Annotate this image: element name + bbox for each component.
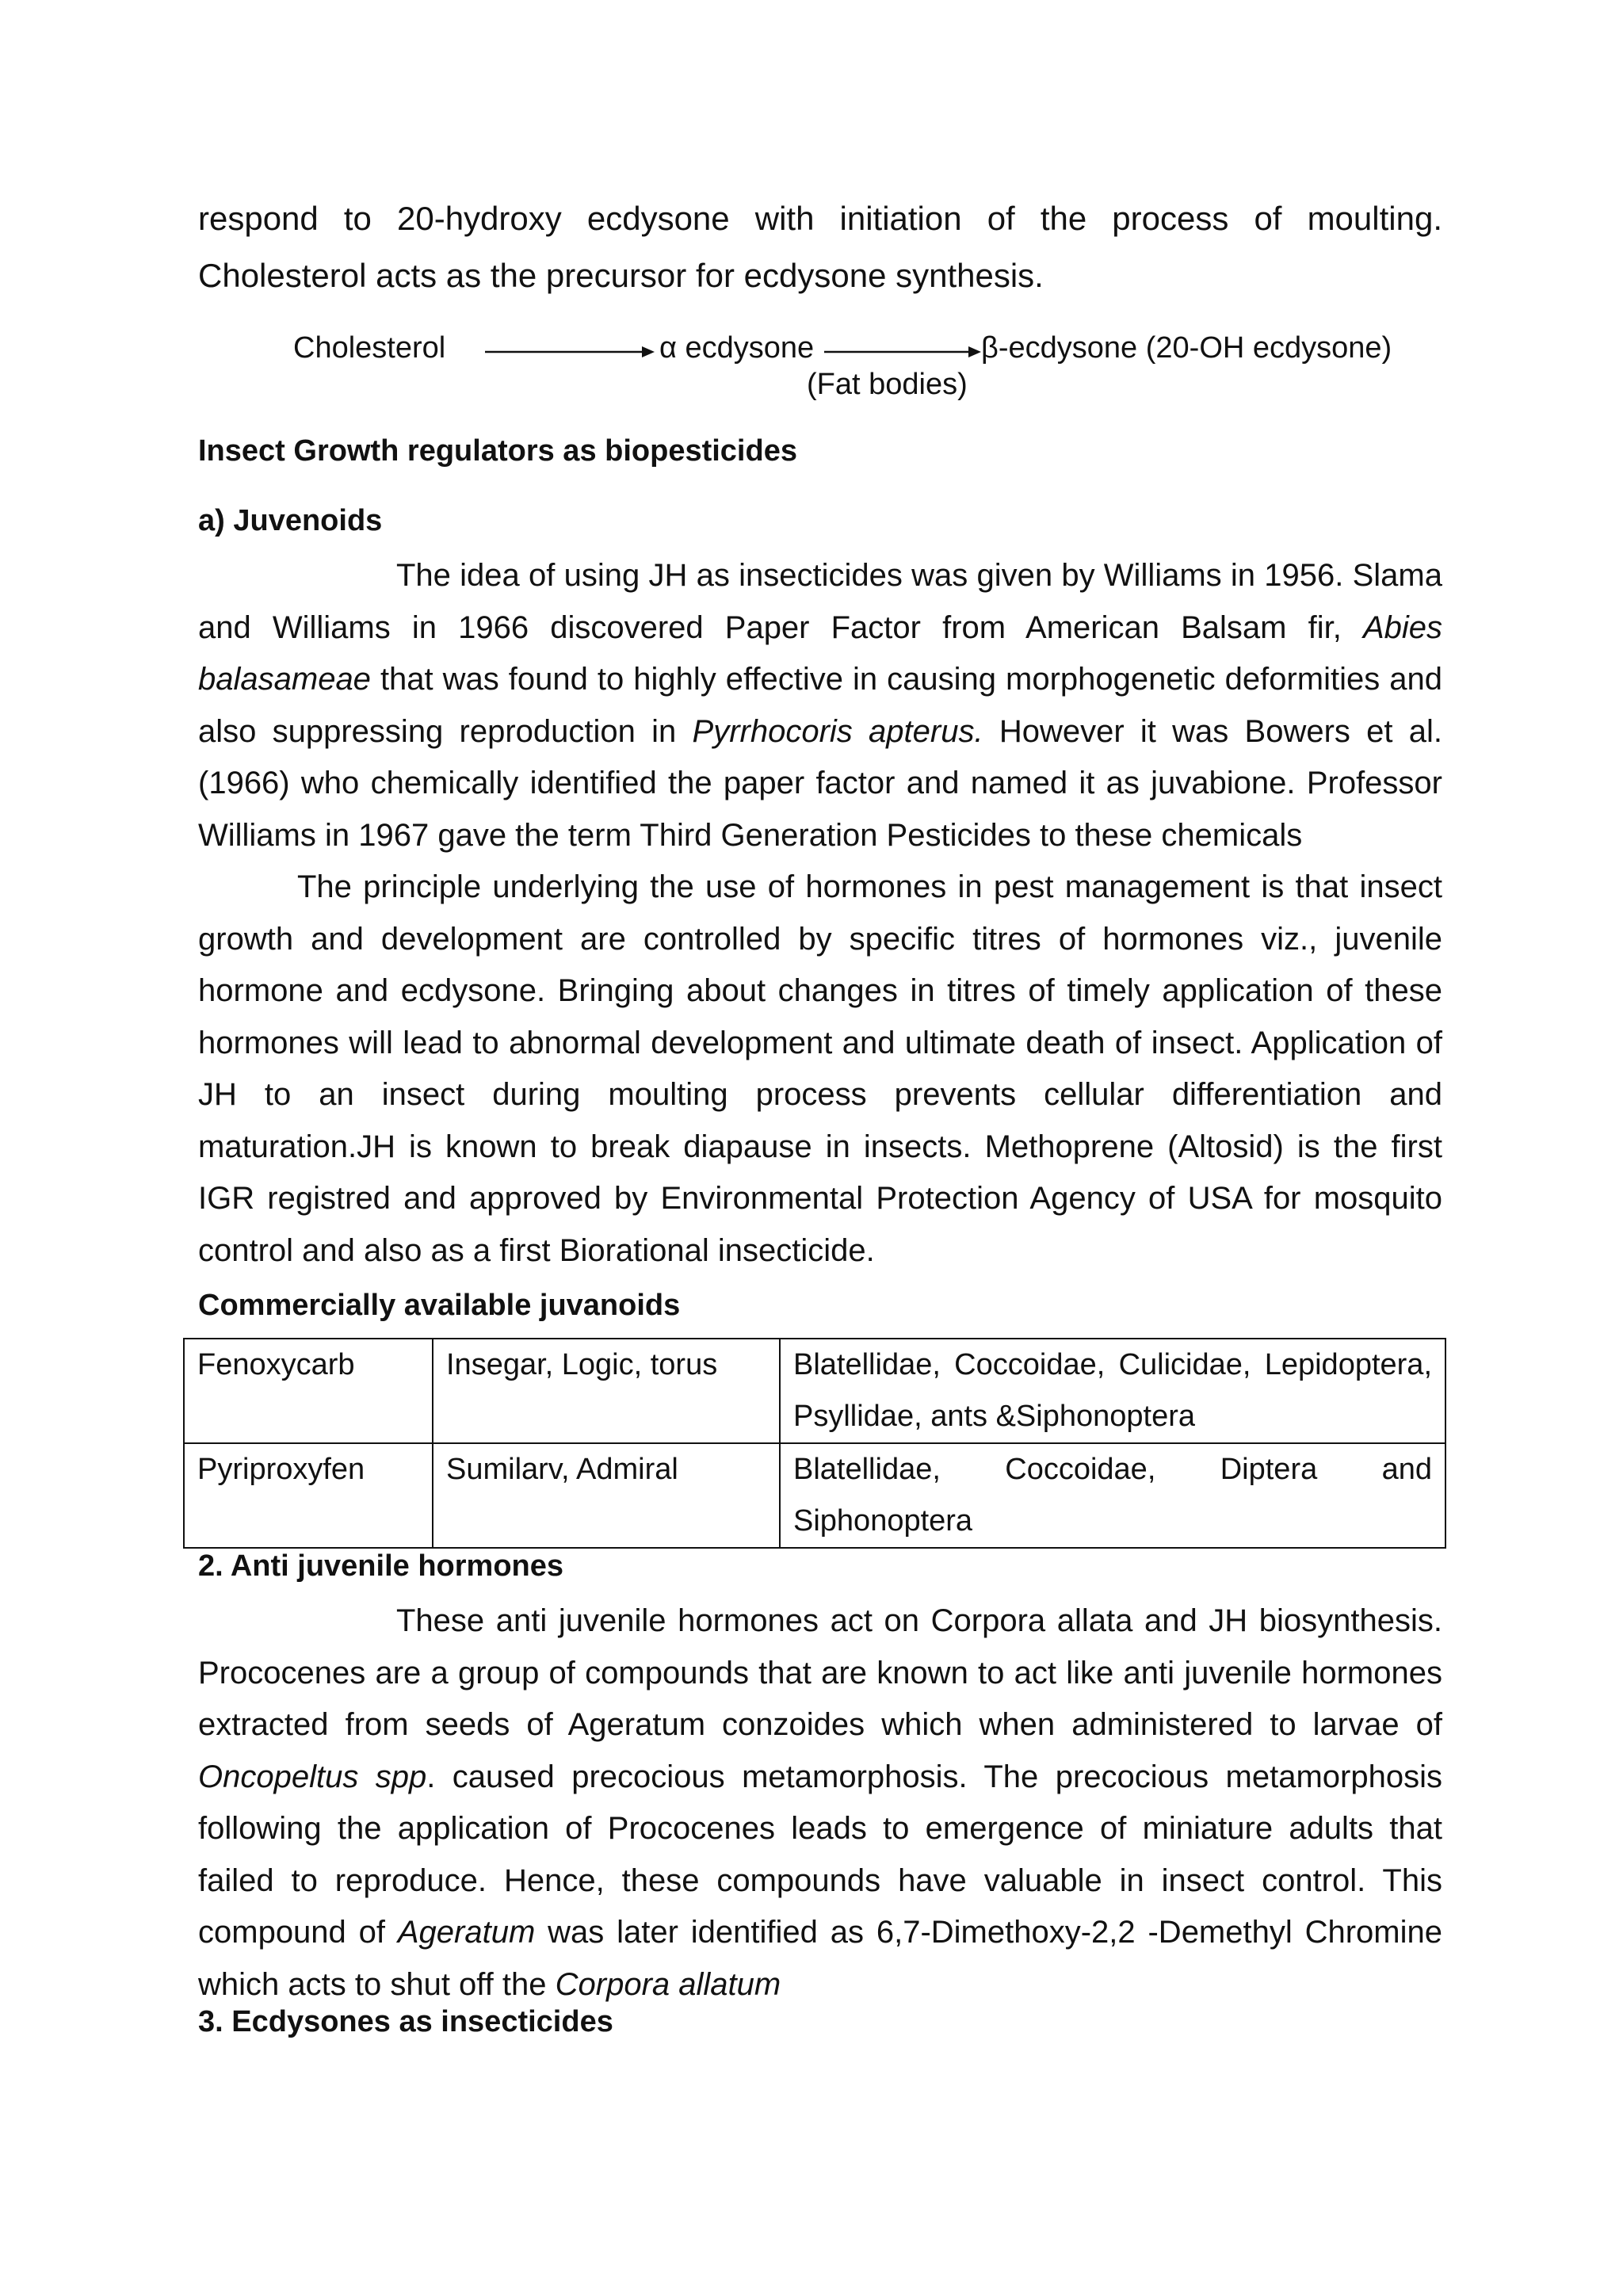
juvenoids-paragraph-1	[198, 550, 1442, 861]
anti-text-c: was later identified as 6,7-Dimethoxy-2,2 -Demethyl Chromine which acts to shut off the	[198, 1915, 1442, 2002]
anti-jh-paragraph	[198, 1595, 1442, 2011]
trade-name-cell: Insegar, Logic, torus	[433, 1339, 780, 1443]
target-cell: Blatellidae, Coccoidae, Culicidae, Lepidoptera, Psyllidae, ants &Siphonoptera	[780, 1339, 1445, 1443]
p1-text-c: However it was Bowers et al. (1966) who chemically identified the paper factor and named it as juvabione. Professor Williams in 1967 gave the term Third Generation Pesticides to these chemicals	[198, 713, 1442, 853]
juvenoids-heading: a) Juvenoids	[198, 504, 383, 537]
commercial-heading: Commercially available juvanoids	[198, 1289, 681, 1322]
species-ageratum: Ageratum	[397, 1915, 536, 1950]
trade-name-cell: Sumilarv, Admiral	[433, 1443, 780, 1548]
table-row	[184, 1339, 1445, 1443]
juvenoids-table	[183, 1338, 1446, 1549]
species-corpora: Corpora allatum	[555, 1966, 781, 2002]
anti-text-b: . caused precocious metamorphosis. The precocious metamorphosis following the application of Prococenes leads to emergence of miniature adults that failed to reproduce. Hence, these compounds have valuable in insect control. This compound of	[198, 1759, 1442, 1950]
section-title: Insect Growth regulators as biopesticides	[198, 434, 797, 468]
species-oncopeltus: Oncopeltus spp	[198, 1759, 427, 1794]
scheme-site: (Fat bodies)	[807, 368, 968, 401]
anti-text-a: These anti juvenile hormones act on Corpora allata and JH biosynthesis. Prococenes are a group of compounds that are known to act like anti juvenile hormones extracted from seeds of Ageratum conzoides which when administered to larvae of	[198, 1603, 1442, 1742]
scheme-end: β-ecdysone (20-OH ecdysone)	[981, 331, 1392, 365]
target-cell: Blatellidae, Coccoidae, Diptera and Siphonoptera	[780, 1443, 1445, 1548]
scheme-middle: α ecdysone	[659, 331, 815, 365]
species-pyrrhocoris: Pyrrhocoris apterus.	[692, 713, 983, 749]
table-row	[184, 1443, 1445, 1548]
compound-cell: Pyriproxyfen	[184, 1443, 433, 1548]
p1-text-b: that was found to highly effective in causing morphogenetic deformities and also suppressing reproduction in	[198, 662, 1442, 749]
intro-paragraph: respond to 20-hydroxy ecdysone with initiation of the process of moulting. Cholesterol acts as the precursor for ecdysone synthesis.	[198, 200, 1442, 294]
juvenoids-paragraph-2: The principle underlying the use of hormones in pest management is that insect growth and development are controlled by specific titres of hormones viz., juvenile hormone and ecdysone. Bringing about changes in titres of timely application of these hormones will lead to abnormal development and ultimate death of insect. Application of JH to an insect during moulting process prevents cellular differentiation and maturation.JH is known to break diapause in insects. Methoprene (Altosid) is the first IGR registred and approved by Environmental Protection Agency of USA for mosquito control and also as a first Biorational insecticide.	[198, 869, 1442, 1268]
ecdysone-synthesis-scheme	[293, 331, 1403, 411]
scheme-start: Cholesterol	[293, 331, 446, 365]
species-abies: Abies balasameae	[198, 609, 1442, 697]
ecdysones-heading: 3. Ecdysones as insecticides	[198, 2005, 613, 2038]
p1-text-a: The idea of using JH as insecticides was given by Williams in 1956. Slama and Williams in 1966 discovered Paper Factor from American Balsam fir,	[198, 558, 1442, 645]
compound-cell: Fenoxycarb	[184, 1339, 433, 1443]
anti-jh-heading: 2. Anti juvenile hormones	[198, 1549, 564, 1583]
